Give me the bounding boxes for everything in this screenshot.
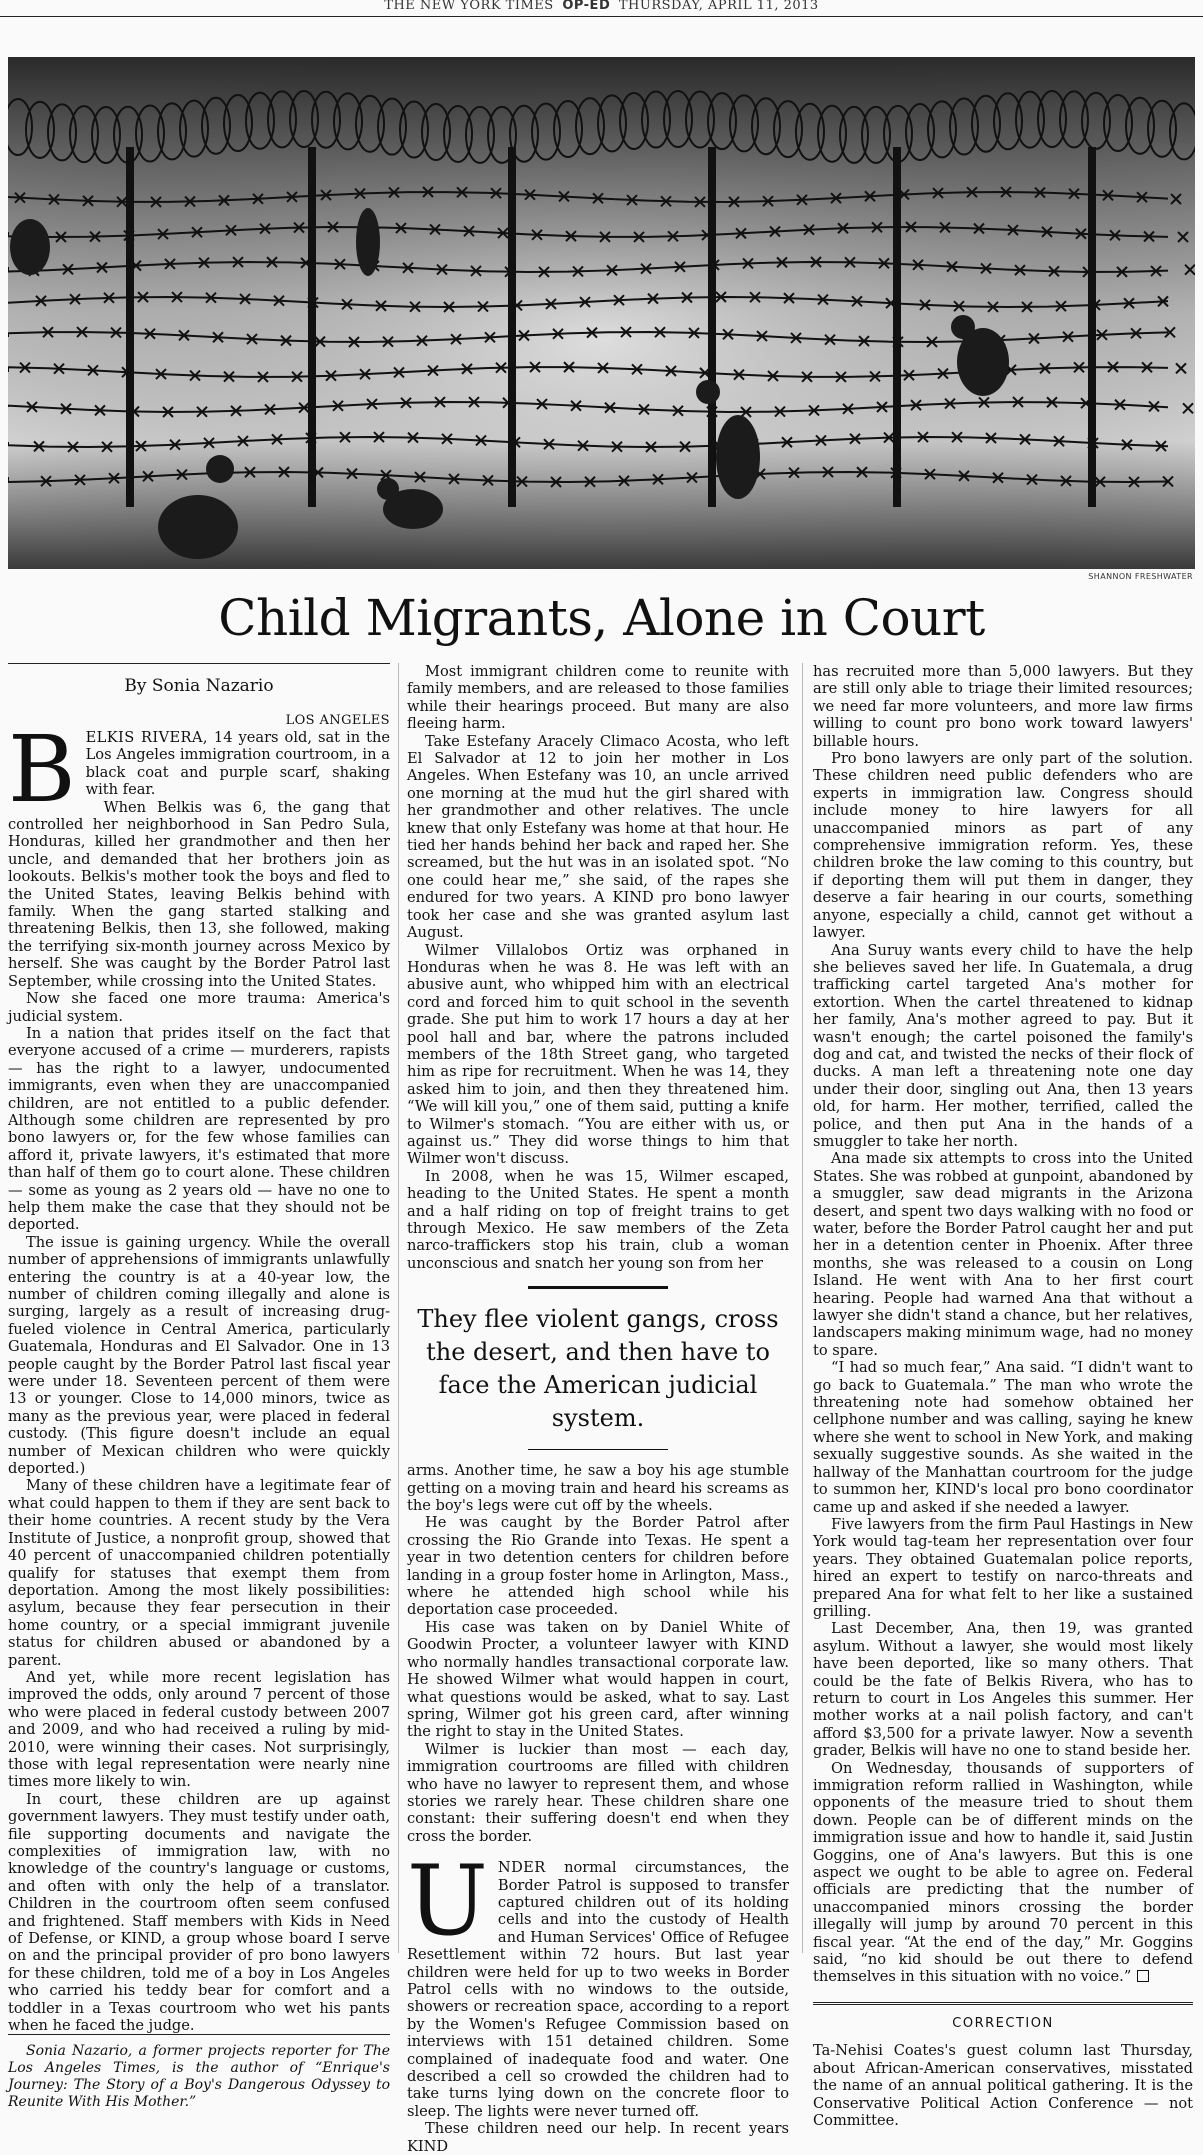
paragraph: Wilmer Villalobos Ortiz was orphaned in Honduras when he was 8. He was left with an abusive aunt, who whipped him with an electrical cord and forced him to quit school in the seventh grade. She put him to work 17 hours a day at her pool hall and bar, where the patrons included members of the 18th Street gang, who targeted him as ripe for recruitment. When he was 14, they asked him to join, and then they threatened him. “We will kill you,” one of them said, putting a knife to Wilmer's stomach. “You are either with us, or against us.” They did worse things to him that Wilmer won't discuss. [407,941,789,1168]
fence-post [308,147,316,507]
barbed-wire-fence-drawing [8,57,1195,569]
column-3 [813,663,1193,2129]
paragraph: Ana Suruy wants every child to have the help she believes saved her life. In Guatemala, a drug trafficking cartel targeted Ana's mother for extortion. When the cartel threatened to kidnap her family, Ana's mother agreed to pay. But it wasn't enough; the cartel poisoned the family's dog and cat, and twisted the necks of their flock of ducks. A man left a threatening note one day under their door, singling out Ana, then 13 years old, for harm. Her mother, terrified, called the police, and then put Ana in the hands of a smuggler to take her north. [813,941,1193,1150]
teddy-bear-3 [716,415,760,499]
masthead-paper: THE NEW YORK TIMES [384,0,554,13]
correction-text: Ta-Nehisi Coates's guest column last Thursday, about African-American conservatives, misstated the name of an annual political gathering. It is the Conservative Political Action Conference — not Committee. [813,2042,1193,2129]
paragraph: In a nation that prides itself on the fact that everyone accused of a crime — murderers, rapists — has the right to a lawyer, undocumented immigrants, even when they are unaccompanied children, are not entitled to a public defender. Although some children are represented by pro bono lawyers or, for the few whose families can afford it, private lawyers, it's estimated that more than half of them go to court alone. These children — some as young as 2 years old — have no one to help them make the case that they should not be deported. [8,1024,390,1234]
column-2 [407,663,789,2155]
byline-rule [8,663,390,664]
masthead-date: THURSDAY, APRIL 11, 2013 [618,0,819,13]
paragraph: Ana made six attempts to cross into the United States. She was robbed at gunpoint, abandoned by a smuggler, saw dead migrants in the Arizona desert, and spent two days walking with no food or water, before the Border Patrol caught her and put her in a detention center in Phoenix. After three months, she was released to a cousin on Long Island. He went with Ana to her first court hearing. People had warned Ana that without a lawyer she didn't stand a chance, but her relatives, landscapers making minimum wage, had no money to spare. [813,1150,1193,1359]
column-1 [8,663,390,2111]
teddy-bear-1 [158,495,238,559]
paragraph: When Belkis was 6, the gang that controlled her neighborhood in San Pedro Sula, Honduras, killed her grandmother and then her uncle, and demanded that her brothers join as lookouts. Belkis's mother took the boys and fled to the United States, leaving Belkis behind with family. When the gang started stalking and threatening Belkis, then 13, she followed, making the terrifying six-month journey across Mexico by herself. She was caught by the Border Patrol last September, while crossing into the United States. [8,798,390,990]
teddy-bear-6 [10,219,50,275]
lead-paragraph [8,716,390,823]
paragraph: has recruited more than 5,000 lawyers. But they are still only able to triage their limited resources; we need far more volunteers, and more law firms willing to count pro bono work toward lawyers' billable hours. [813,663,1193,750]
teddy-bear-5 [356,208,380,276]
paragraph: Many of these children have a legitimate fear of what could happen to them if they are sent back to their home countries. A recent study by the Vera Institute of Justice, a nonprofit group, showed that 40 percent of unaccompanied children potentially qualify for statuses that exempt them from deportation. Among the most likely possibilities: asylum, because they fear persecution in their home country, or a special immigrant juvenile status for children abused or abandoned by a parent. [8,1477,390,1669]
paragraph: In 2008, when he was 15, Wilmer escaped, heading to the United States. He spent a month and a half riding on top of freight trains to get through Mexico. He saw members of the Zeta narco-traffickers stop his train, club a woman unconscious and snatch her young son from her [407,1167,789,1272]
paragraph [813,1760,1193,1986]
lead-text: 14 years old, sat in the Los Angeles immigration courtroom, in a black coat and purple scarf, shaking with fear. [85,729,390,799]
author-bio: Sonia Nazario, a former projects reporter for The Los Angeles Times, is the author of “Enrique's Journey: The Story of a Boy's Dangerous Odyssey to Reunite With His Mother.” [8,2034,390,2111]
paragraph: Now she faced one more trauma: America's judicial system. [8,990,390,1025]
end-mark-icon [1137,1970,1149,1982]
masthead-section: OP-ED [562,0,611,13]
drop-cap: U [407,1845,488,1958]
section-text: normal circumstances, the Border Patrol is supposed to transfer captured children out of its holding cells and into the custody of Health and Human Services' Office of Refugee Resettlement within 72 hours. But last year children were held for up to two weeks in Border Patrol cells with no windows to the outside, showers or recreation space, according to a report by the Women's Refugee Commission based on interviews with 151 detained children. Some complained of inadequate food and water. One described a cell so crowded the children had to take turns lying down on the concrete floor to sleep. The lights were never turned off. [407,1859,789,2120]
masthead [0,0,1203,17]
paragraph: In court, these children are up against government lawyers. They must testify under oath, file supporting documents and navigate the complexities of immigration law, with no knowledge of the country's language or customs, and often with only the help of a translator. Children in the courtroom often seem confused and frightened. Staff members with Kids in Need of Defense, or KIND, a group whose board I serve on and the principal provider of pro bono lawyers for these children, told me of a boy in Los Angeles who carried his teddy bear for comfort and a toddler in a Texas courtroom who wet his pants when he faced the judge. [8,1790,390,2035]
column-rule [802,663,803,1953]
drop-cap: B [8,716,76,823]
pull-quote [407,1286,789,1450]
paragraph: His case was taken on by Daniel White of Goodwin Procter, a volunteer lawyer with KIND who normally handles transactional corporate law. He showed Wilmer what would happen in court, what questions would be asked, what to say. Last spring, Wilmer got his green card, after winning the right to stay in the United States. [407,1618,789,1741]
paragraph: He was caught by the Border Patrol after crossing the Rio Grande into Texas. He spent a year in two detention centers for children before landing in a group foster home in Arlington, Mass., where he attended high school while his deportation case proceeded. [407,1514,789,1619]
paragraph: Five lawyers from the firm Paul Hastings in New York would tag-team her representation over four years. They obtained Guatemalan police reports, hired an expert to testify on narco-threats and prepared Ana for what felt to her like a sustained grilling. [813,1515,1193,1620]
pull-quote-text: They flee violent gangs, cross the desert, and then have to face the American judicial system. [417,1305,779,1433]
correction-title: CORRECTION [813,2002,1193,2032]
section-caps: NDER [497,1859,546,1877]
paragraph: Most immigrant children come to reunite with family members, and are released to those families while their hearings proceed. But many are also fleeing harm. [407,663,789,733]
pull-quote-rule-bottom [528,1449,668,1450]
paragraph: Pro bono lawyers are only part of the solution. These children need public defenders who are experts in immigration law. Congress should include money to hire lawyers for all unaccompanied minors as part of any comprehensive immigration reform. Yes, these children broke the law coming to this country, but if deporting them will put them in danger, they deserve a fair hearing in our courts, something anyone, especially a child, cannot get without a lawyer. [813,750,1193,942]
paragraph: Wilmer is luckier than most — each day, immigration courtrooms are filled with children who have no lawyer to represent them, and whose stories we rarely hear. These children share one constant: their suffering doesn't end when they cross the border. [407,1740,789,1845]
fence-post [508,147,516,507]
section-paragraph [407,1845,789,2120]
fence-post [126,147,134,507]
paragraph: arms. Another time, he saw a boy his age stumble getting on a moving train and heard his screams as the boy's legs were cut off by the wheels. [407,1462,789,1515]
paragraph: “I had so much fear,” Ana said. “I didn't want to go back to Guatemala.” The man who wrote the threatening note had somehow obtained her cellphone number and was calling, saying he knew where she went to school in New York, and making sexually suggestive sounds. As she waited in the hallway of the Manhattan courtroom for the judge to summon her, KIND's local pro bono coordinator came up and asked if she needed a lawyer. [813,1359,1193,1516]
fence-post [1088,147,1096,507]
column-rule [398,663,399,1953]
paragraph: And yet, while more recent legislation has improved the odds, only around 7 percent of those who were placed in federal custody between 2007 and 2009, and who had received a ruling by mid-2010, were winning their cases. Not surprisingly, those with legal representation were nearly nine times more likely to win. [8,1668,390,1791]
paragraph: Take Estefany Aracely Climaco Acosta, who left El Salvador at 12 to join her mother in Los Angeles. When Estefany was 10, an uncle arrived one morning at the mud hut the girl shared with her grandmother and other relatives. The uncle knew that only Estefany was home at that hour. He tied her hands behind her back and raped her. She screamed, but the hut was in an isolated spot. “No one could hear me,” she said, of the rapes she endured for two years. A KIND pro bono lawyer took her case and she was granted asylum last August. [407,732,789,942]
lead-caps: ELKIS RIVERA, [85,729,208,746]
paragraph: These children need our help. In recent years KIND [407,2120,789,2155]
paragraph: Last December, Ana, then 19, was granted asylum. Without a lawyer, she would most likely have been deported, like so many others. That could be the fate of Belkis Rivera, who has to return to court in Los Angeles this summer. Her mother works at a nail polish factory, and can't afford $3,500 for a private lawyer. Now a seventh grader, Belkis will have no one to stand beside her. [813,1620,1193,1760]
byline: By Sonia Nazario [124,676,274,696]
illustration-credit: SHANNON FRESHWATER [1088,572,1193,581]
closing-paragraph-text: On Wednesday, thousands of supporters of immigration reform rallied in Washington, while opponents of the measure tried to shout them down. People can be of different minds on the immigration issue and how to handle it, said Justin Goggins, one of Ana's lawyers. But this is one aspect we ought to be able to agree on. Federal officials are predicting that the number of unaccompanied minors crossing the border illegally will jump by around 70 percent in this fiscal year. “At the end of the day,” Mr. Goggins said, “no kid should be out there to defend themselves in this situation with no voice.” [813,1759,1193,1986]
paragraph: The issue is gaining urgency. While the overall number of apprehensions of immigrants unlawfully entering the country is at a 40-year low, the number of children coming illegally and alone is surging, largely as a result of increasing drug-fueled violence in Central America, particularly Guatemala, Honduras and El Salvador. One in 13 people caught by the Border Patrol last fiscal year were under 18. Seventeen percent of them were 13 or younger. Close to 14,000 minors, twice as many as the previous year, were placed in federal custody. (This figure doesn't include an equal number of Mexican children who were quickly deported.) [8,1233,390,1478]
illustration [8,57,1195,569]
dateline: LOS ANGELES [285,713,390,728]
fence-post [893,147,901,507]
headline: Child Migrants, Alone in Court [218,589,985,647]
fence-post [708,147,716,507]
pull-quote-rule-top [528,1286,668,1289]
